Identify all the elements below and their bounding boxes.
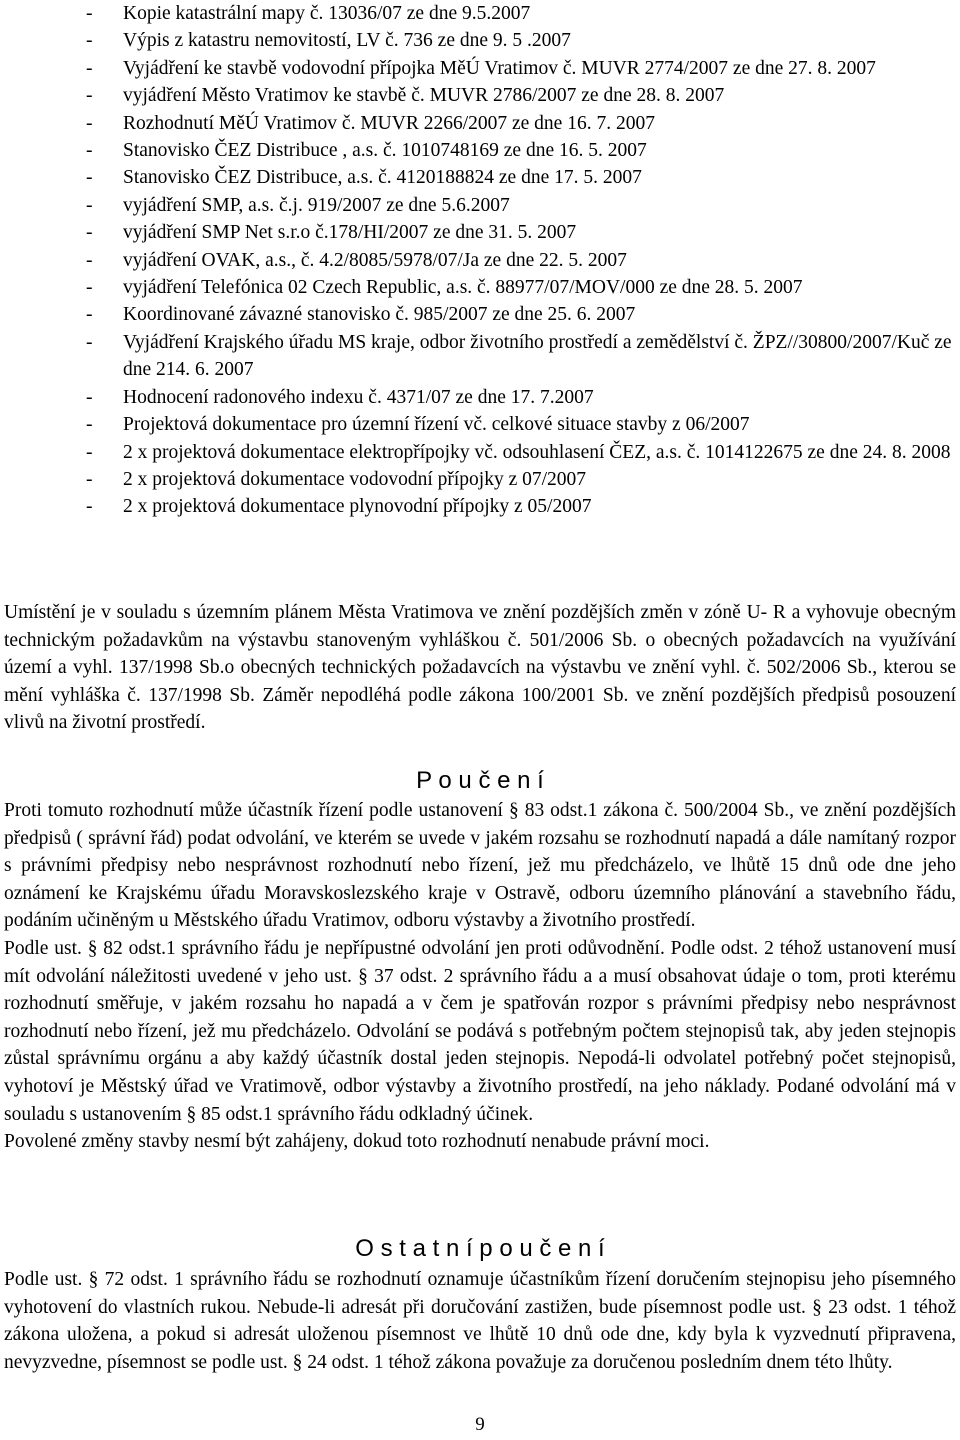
list-item: - vyjádření SMP, a.s. č.j. 919/2007 ze dne 5.6.2007	[86, 192, 956, 219]
pouceni-section	[4, 797, 956, 1156]
list-item: - Stanovisko ČEZ Distribuce, a.s. č. 4120188824 ze dne 17. 5. 2007	[86, 164, 956, 191]
document-list	[86, 0, 956, 521]
ostatni-pouceni-section	[4, 1266, 956, 1376]
ostatni-pouceni-heading: O s t a t n í p o u č e n í	[355, 1235, 605, 1262]
pouceni-heading: P o u č e n í	[416, 767, 544, 794]
pouceni-paragraph-3: Povolené změny stavby nesmí být zahájeny, dokud toto rozhodnutí nenabude právní moci.	[4, 1131, 710, 1153]
placement-text: Umístění je v souladu s územním plánem Města Vratimova ve znění pozdějších změn v zóně U- R a vyhovuje obecným technickým požadavkům na výstavbu stanoveným vyhláškou č. 501/2006 Sb. o obecných požadavcích na využívání území a vyhl. 137/1998 Sb.o obecných technických požadavcích na výstavbu ve znění vyhl. č. 502/2006 Sb., kterou se mění vyhláška č. 137/1998 Sb. Záměr nepodléhá podle zákona 100/2001 Sb. ve znění pozdějších předpisů posouzení vlivů na životní prostředí.	[4, 602, 956, 734]
list-item: - 2 x projektová dokumentace plynovodní přípojky z 05/2007	[86, 493, 956, 520]
list-item: - 2 x projektová dokumentace elektropřípojky vč. odsouhlasení ČEZ, a.s. č. 1014122675 ze dne 24. 8. 2008	[86, 439, 956, 466]
list-item: - Stanovisko ČEZ Distribuce , a.s. č. 1010748169 ze dne 16. 5. 2007	[86, 137, 956, 164]
list-item: - Koordinované závazné stanovisko č. 985/2007 ze dne 25. 6. 2007	[86, 301, 956, 328]
list-item: - vyjádření Město Vratimov ke stavbě č. MUVR 2786/2007 ze dne 28. 8. 2007	[86, 82, 956, 109]
pouceni-paragraph-1: Proti tomuto rozhodnutí může účastník řízení podle ustanovení § 83 odst.1 zákona č. 500/2004 Sb., ve znění pozdějších předpisů ( správní řád) podat odvolání, ve kterém se uvede v jakém rozsahu se rozhodnutí napadá a dále namítaný rozpor s právními předpisy nebo nesprávnost rozhodnutí nebo řízení, jež mu předcházelo, ve lhůtě 15 dnů ode dne jeho oznámení ke Krajskému úřadu Moravskoslezského kraje v Ostravě, odboru územního plánování a stavebního řádu, podáním učiněným u Městského úřadu Vratimov, odboru výstavby a životního prostředí.	[4, 800, 956, 932]
ostatni-pouceni-paragraph: Podle ust. § 72 odst. 1 správního řádu se rozhodnutí oznamuje účastníkům řízení doručením stejnopisu jeho písemného vyhotovení do vlastních rukou. Nebude-li adresát při doručování zastižen, bude písemnost podle ust. § 23 odst. 1 téhož zákona uložena, a pokud si adresát uloženou písemnost ve lhůtě 10 dnů ode dne, kdy byla k vyzvednutí připravena, nevyzvedne, písemnost se podle ust. § 24 odst. 1 téhož zákona považuje za doručenou posledním dnem této lhůty.	[4, 1269, 956, 1373]
pouceni-paragraph-2: Podle ust. § 82 odst.1 správního řádu je nepřípustné odvolání jen proti odůvodnění. Podle odst. 2 téhož ustanovení musí mít odvolání náležitosti uvedené v jeho ust. § 37 odst. 2 správního řádu a a musí obsahovat údaje o tom, proti kterému rozhodnutí směřuje, v jakém rozsahu ho napadá a v čem je spatřován rozpor s právními předpisy nebo nesprávnost rozhodnutí nebo řízení, jež mu předcházelo. Odvolání se podává s potřebným počtem stejnopisů tak, aby jeden stejnopis zůstal správnímu orgánu a aby každý účastník dostal jeden stejnopis. Nepodá-li odvolatel potřebný počet stejnopisů, vyhotoví je Městský úřad ve Vratimově, odbor výstavby a životního prostředí, na jeho náklady. Podané odvolání má v souladu s ustanovením § 85 odst.1 správního řádu odkladný účinek.	[4, 937, 956, 1125]
list-item: - Hodnocení radonového indexu č. 4371/07 ze dne 17. 7.2007	[86, 384, 956, 411]
list-item: - vyjádření SMP Net s.r.o č.178/HI/2007 ze dne 31. 5. 2007	[86, 219, 956, 246]
list-item: - 2 x projektová dokumentace vodovodní přípojky z 07/2007	[86, 466, 956, 493]
list-item: - vyjádření Telefónica 02 Czech Republic, a.s. č. 88977/07/MOV/000 ze dne 28. 5. 2007	[86, 274, 956, 301]
placement-paragraph	[4, 599, 956, 737]
list-item: - vyjádření OVAK, a.s., č. 4.2/8085/5978/07/Ja ze dne 22. 5. 2007	[86, 247, 956, 274]
list-item: - Vyjádření Krajského úřadu MS kraje, odbor životního prostředí a zemědělství č. ŽPZ//30800/2007/Kuč ze dne 214. 6. 2007	[86, 329, 956, 384]
list-item: - Vyjádření ke stavbě vodovodní přípojka MěÚ Vratimov č. MUVR 2774/2007 ze dne 27. 8. 2007	[86, 55, 956, 82]
list-item: - Kopie katastrální mapy č. 13036/07 ze dne 9.5.2007	[86, 0, 956, 27]
list-item: - Projektová dokumentace pro územní řízení vč. celkové situace stavby z 06/2007	[86, 411, 956, 438]
list-item: - Výpis z katastru nemovitostí, LV č. 736 ze dne 9. 5 .2007	[86, 27, 956, 54]
list-item: - Rozhodnutí MěÚ Vratimov č. MUVR 2266/2007 ze dne 16. 7. 2007	[86, 110, 956, 137]
page-number: 9	[475, 1414, 485, 1435]
